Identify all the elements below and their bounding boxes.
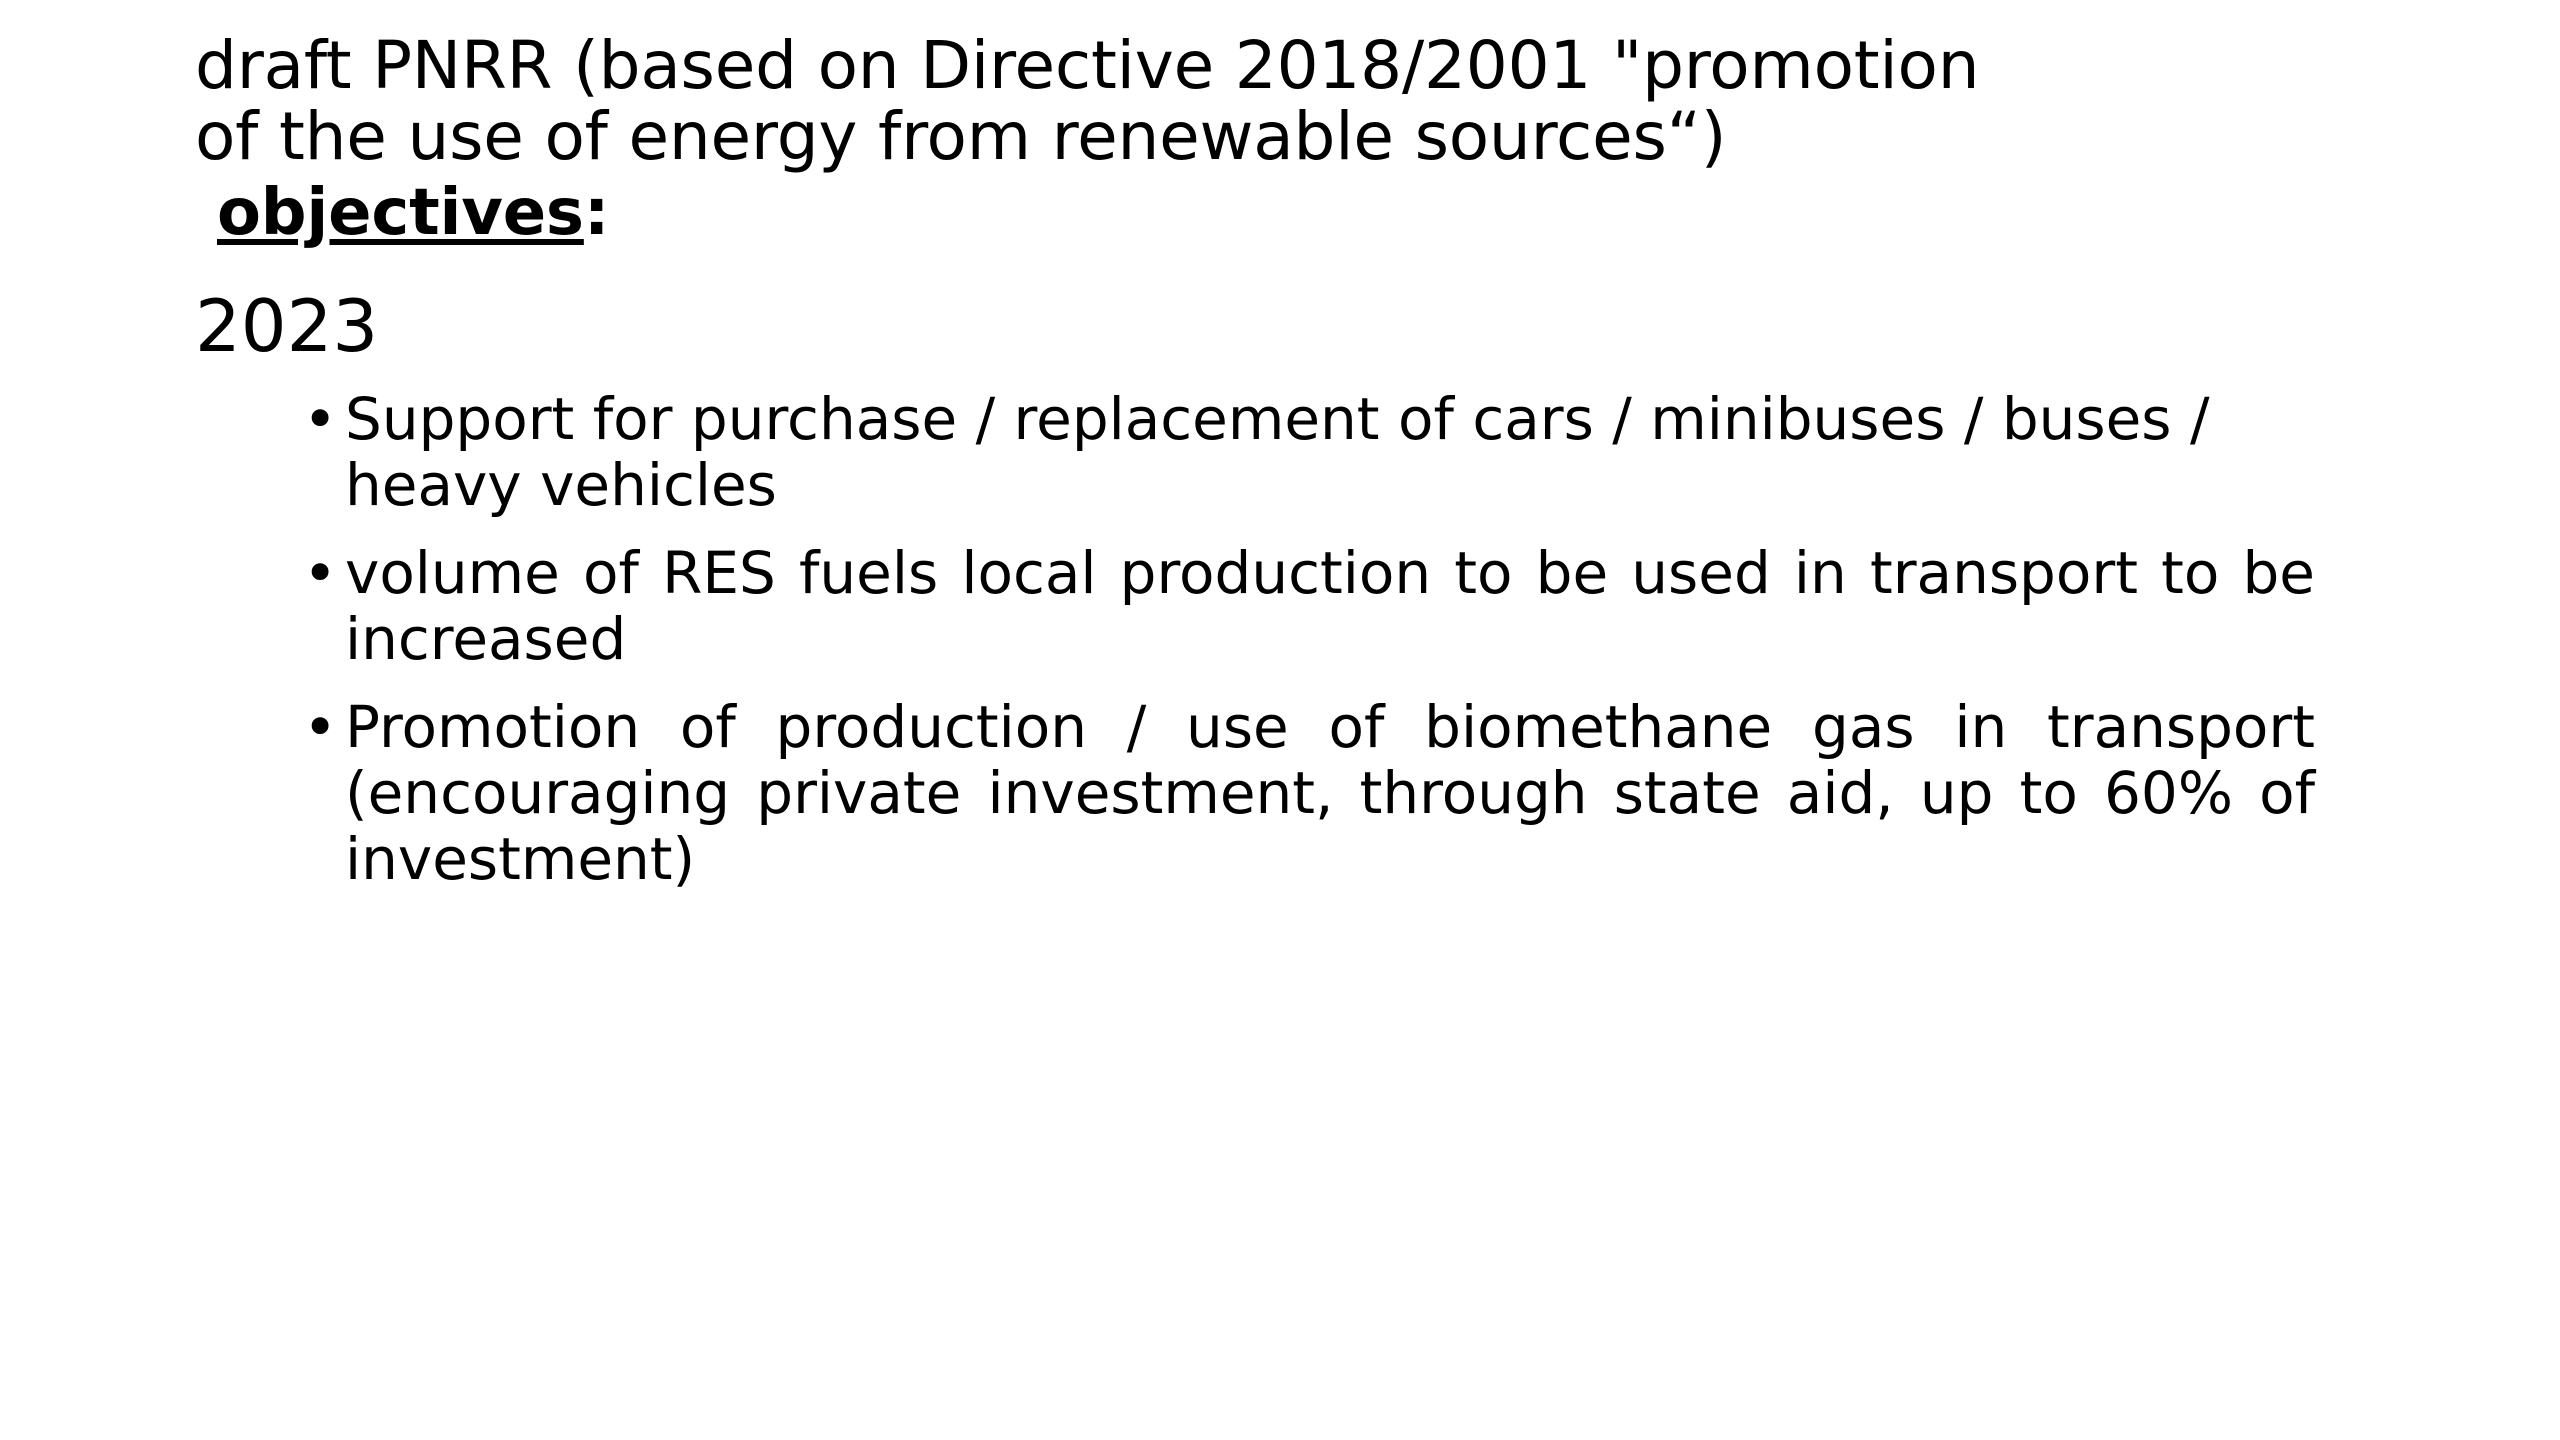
- title-line-2: of the use of energy from renewable sources“): [195, 98, 1727, 176]
- bullet-list: [195, 386, 2315, 893]
- list-item: [195, 694, 2315, 892]
- objectives-heading: [195, 175, 2355, 250]
- objectives-label: objectives: [217, 175, 584, 250]
- bullet-icon: •: [303, 538, 338, 607]
- list-item-text: Support for purchase / replacement of cars / minibuses / buses / heavy vehicles: [345, 384, 2210, 519]
- slide-title: [195, 27, 2355, 250]
- bullet-icon: •: [303, 384, 338, 453]
- objectives-colon: :: [583, 175, 610, 250]
- year-heading: 2023: [195, 283, 379, 368]
- bullet-icon: •: [303, 693, 338, 762]
- list-item-text: volume of RES fuels local production to be used in transport to be increased: [345, 538, 2315, 673]
- list-item: [195, 540, 2315, 672]
- title-line-1: draft PNRR (based on Directive 2018/2001 "promotion: [195, 27, 1980, 104]
- list-item-text: Promotion of production / use of biomethane gas in transport (encouraging private investment, through state aid, up to 60% of investment): [345, 693, 2315, 894]
- list-item: [195, 386, 2315, 518]
